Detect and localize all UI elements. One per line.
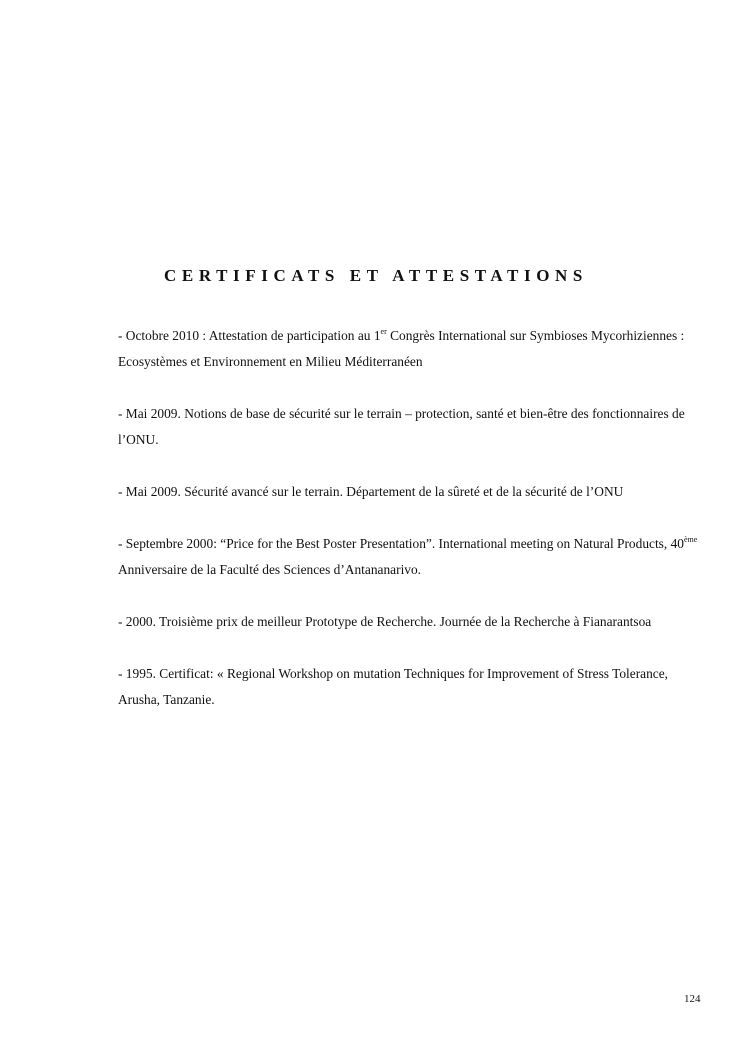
ordinal-superscript: er	[380, 327, 387, 336]
list-item	[118, 323, 708, 375]
entry-text: Congrès International sur Symbioses Mycorhiziennes : Ecosystèmes et Environnement en Milieu Méditerranéen	[118, 328, 685, 369]
entry-text: Anniversaire de la Faculté des Sciences d’Antananarivo.	[118, 562, 422, 577]
list-item	[118, 401, 708, 453]
list-item	[118, 479, 708, 505]
list-item	[118, 661, 708, 713]
entry-text: - Mai 2009. Sécurité avancé sur le terrain. Département de la sûreté et de la sécurité de l’ONU	[118, 484, 624, 499]
entry-text: - Septembre 2000: “Price for the Best Poster Presentation”. International meeting on Natural Products, 40	[118, 536, 684, 551]
entry-text: - Octobre 2010 : Attestation de participation au 1	[118, 328, 381, 343]
certificate-list	[118, 323, 708, 739]
entry-text: - 2000. Troisième prix de meilleur Prototype de Recherche. Journée de la Recherche à Fianarantsoa	[118, 614, 652, 629]
ordinal-superscript: ème	[683, 535, 698, 544]
entry-text: - 1995. Certificat: « Regional Workshop on mutation Techniques for Improvement of Stress Tolerance, Arusha, Tanzanie.	[118, 666, 669, 707]
page-number: 124	[684, 993, 701, 1005]
list-item	[118, 531, 708, 583]
list-item	[118, 609, 708, 635]
section-title: CERTIFICATS ET ATTESTATIONS	[164, 266, 588, 285]
entry-text: - Mai 2009. Notions de base de sécurité sur le terrain – protection, santé et bien-être des fonctionnaires de l’ONU.	[118, 406, 685, 447]
